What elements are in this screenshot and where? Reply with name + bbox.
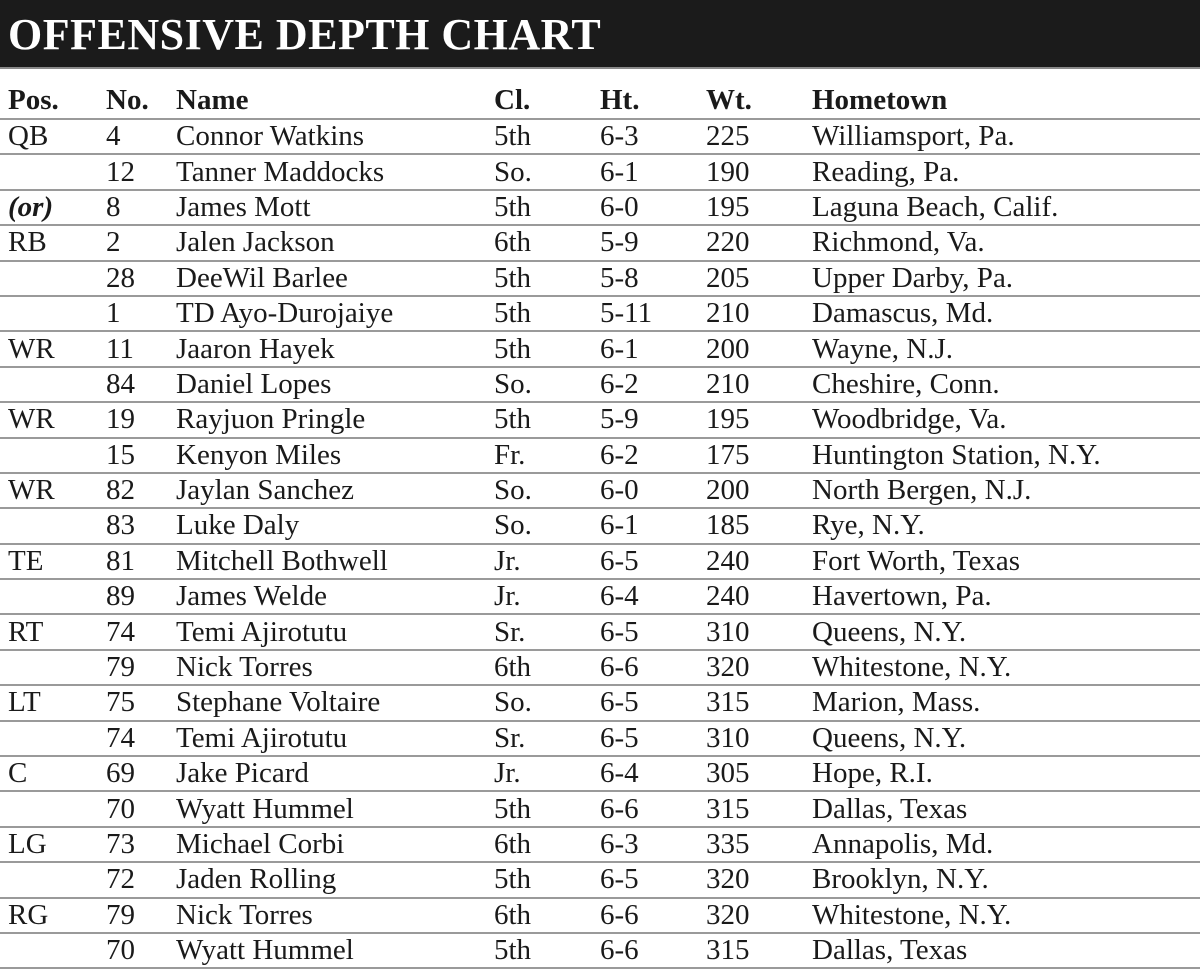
cell-number: 72 xyxy=(106,863,135,896)
cell-number: 74 xyxy=(106,615,135,648)
cell-number: 74 xyxy=(106,721,135,754)
cell-height: 6-3 xyxy=(600,120,639,153)
cell-name: Wyatt Hummel xyxy=(176,792,354,825)
cell-position: RG xyxy=(8,898,49,931)
table-row xyxy=(0,438,1200,473)
cell-position: QB xyxy=(8,120,49,153)
cell-weight: 185 xyxy=(706,509,750,542)
cell-number: 75 xyxy=(106,686,135,719)
cell-name: Mitchell Bothwell xyxy=(176,544,388,577)
cell-position: LT xyxy=(8,686,41,719)
cell-height: 6-0 xyxy=(600,474,639,507)
cell-number: 69 xyxy=(106,757,135,790)
cell-hometown: Dallas, Texas xyxy=(812,792,968,825)
cell-number: 2 xyxy=(106,226,121,259)
cell-class: Sr. xyxy=(494,721,526,754)
cell-height: 5-11 xyxy=(600,297,653,330)
cell-weight: 210 xyxy=(706,297,750,330)
cell-height: 6-5 xyxy=(600,863,639,896)
cell-name: Nick Torres xyxy=(176,898,313,931)
cell-class: 5th xyxy=(494,934,532,967)
cell-position xyxy=(0,791,106,826)
table-row xyxy=(0,933,1200,968)
cell-height: 5-9 xyxy=(600,226,639,259)
table-row xyxy=(0,154,1200,189)
cell-height: 6-0 xyxy=(600,190,639,223)
cell-class: 5th xyxy=(494,297,532,330)
cell-weight: 225 xyxy=(706,120,750,153)
cell-weight: 195 xyxy=(706,403,750,436)
cell-hometown: Cheshire, Conn. xyxy=(812,367,1000,400)
cell-height: 6-5 xyxy=(600,615,639,648)
cell-number: 11 xyxy=(106,332,134,365)
table-row xyxy=(0,898,1200,933)
cell-weight: 220 xyxy=(706,226,750,259)
cell-weight: 200 xyxy=(706,332,750,365)
cell-number: 19 xyxy=(106,403,135,436)
cell-class: So. xyxy=(494,367,532,400)
cell-name: Jake Picard xyxy=(176,757,309,790)
cell-name: James Mott xyxy=(176,190,311,223)
cell-weight: 335 xyxy=(706,828,750,860)
cell-hometown: Fort Worth, Texas xyxy=(812,544,1021,577)
cell-hometown: Williamsport, Pa. xyxy=(812,120,1015,153)
cell-name: Connor Watkins xyxy=(176,120,365,153)
cell-name: TD Ayo-Durojaiye xyxy=(176,297,394,330)
cell-class: 5th xyxy=(494,863,532,896)
cell-weight: 175 xyxy=(706,438,750,471)
cell-position xyxy=(0,367,106,402)
cell-position: WR xyxy=(8,332,55,365)
cell-class: So. xyxy=(494,686,532,719)
cell-height: 6-4 xyxy=(600,580,639,613)
cell-height: 6-5 xyxy=(600,544,639,577)
cell-hometown: Queens, N.Y. xyxy=(812,721,967,754)
cell-number: 73 xyxy=(106,828,135,860)
table-row xyxy=(0,650,1200,685)
cell-number: 15 xyxy=(106,438,135,471)
cell-number: 81 xyxy=(106,544,135,577)
table-row xyxy=(0,119,1200,154)
cell-class: Jr. xyxy=(494,757,521,790)
table-row xyxy=(0,473,1200,508)
cell-class: 6th xyxy=(494,226,532,259)
cell-hometown: Annapolis, Md. xyxy=(812,828,994,860)
cell-hometown: Whitestone, N.Y. xyxy=(812,651,1012,684)
cell-number: 8 xyxy=(106,190,121,223)
table-row xyxy=(0,261,1200,296)
cell-number: 84 xyxy=(106,367,135,400)
cell-position xyxy=(0,862,106,897)
cell-number: 12 xyxy=(106,155,135,188)
cell-number: 82 xyxy=(106,474,135,507)
cell-position: C xyxy=(8,757,28,790)
cell-name: Wyatt Hummel xyxy=(176,934,354,967)
cell-height: 6-5 xyxy=(600,721,639,754)
cell-position xyxy=(0,579,106,614)
cell-name: Daniel Lopes xyxy=(176,367,332,400)
cell-class: So. xyxy=(494,509,532,542)
cell-class: Jr. xyxy=(494,580,521,613)
cell-hometown: Damascus, Md. xyxy=(812,297,994,330)
page-title: OFFENSIVE DEPTH CHART xyxy=(8,9,602,59)
cell-height: 5-8 xyxy=(600,261,639,294)
cell-weight: 310 xyxy=(706,721,750,754)
cell-class: 6th xyxy=(494,898,532,931)
cell-name: Jaaron Hayek xyxy=(176,332,335,365)
cell-hometown: North Bergen, N.J. xyxy=(812,474,1032,507)
table-row xyxy=(0,508,1200,543)
col-header-weight: Wt. xyxy=(706,69,812,119)
depth-chart-table xyxy=(0,69,1200,969)
cell-weight: 210 xyxy=(706,367,750,400)
cell-hometown: Hope, R.I. xyxy=(812,757,933,790)
cell-weight: 310 xyxy=(706,615,750,648)
table-row xyxy=(0,614,1200,649)
cell-position: LG xyxy=(8,828,47,860)
cell-position: WR xyxy=(8,474,55,507)
cell-position xyxy=(0,933,106,968)
cell-height: 6-2 xyxy=(600,367,639,400)
cell-hometown: Brooklyn, N.Y. xyxy=(812,863,989,896)
cell-hometown: Richmond, Va. xyxy=(812,226,985,259)
cell-name: Jaylan Sanchez xyxy=(176,474,354,507)
cell-number: 1 xyxy=(106,297,121,330)
cell-hometown: Woodbridge, Va. xyxy=(812,403,1007,436)
table-row xyxy=(0,791,1200,826)
table-row xyxy=(0,402,1200,437)
cell-class: So. xyxy=(494,155,532,188)
cell-weight: 320 xyxy=(706,651,750,684)
cell-name: Tanner Maddocks xyxy=(176,155,385,188)
cell-class: Sr. xyxy=(494,615,526,648)
cell-hometown: Dallas, Texas xyxy=(812,934,968,967)
cell-number: 70 xyxy=(106,792,135,825)
header-row xyxy=(0,69,1200,119)
cell-class: 5th xyxy=(494,792,532,825)
cell-position xyxy=(0,650,106,685)
col-header-class: Cl. xyxy=(494,69,600,119)
cell-position xyxy=(0,438,106,473)
cell-number: 89 xyxy=(106,580,135,613)
cell-height: 6-1 xyxy=(600,332,639,365)
cell-weight: 320 xyxy=(706,898,750,931)
cell-name: Temi Ajirotutu xyxy=(176,615,348,648)
cell-hometown: Queens, N.Y. xyxy=(812,615,967,648)
cell-weight: 320 xyxy=(706,863,750,896)
cell-hometown: Upper Darby, Pa. xyxy=(812,261,1014,294)
table-row xyxy=(0,331,1200,366)
cell-height: 6-1 xyxy=(600,509,639,542)
cell-name: Jalen Jackson xyxy=(176,226,335,259)
cell-position: RB xyxy=(8,226,47,259)
cell-weight: 190 xyxy=(706,155,750,188)
cell-name: Stephane Voltaire xyxy=(176,686,381,719)
cell-hometown: Marion, Mass. xyxy=(812,686,981,719)
table-row xyxy=(0,827,1200,862)
cell-position: (or) xyxy=(8,190,54,223)
cell-number: 79 xyxy=(106,898,135,931)
cell-class: 5th xyxy=(494,261,532,294)
table-row xyxy=(0,544,1200,579)
col-header-height: Ht. xyxy=(600,69,706,119)
table-row xyxy=(0,685,1200,720)
cell-name: James Welde xyxy=(176,580,327,613)
cell-hometown: Havertown, Pa. xyxy=(812,580,992,613)
cell-position xyxy=(0,261,106,296)
cell-weight: 195 xyxy=(706,190,750,223)
cell-position: WR xyxy=(8,403,55,436)
table-row xyxy=(0,756,1200,791)
table-row xyxy=(0,367,1200,402)
cell-weight: 315 xyxy=(706,934,750,967)
cell-weight: 315 xyxy=(706,792,750,825)
cell-hometown: Huntington Station, N.Y. xyxy=(812,438,1101,471)
cell-weight: 305 xyxy=(706,757,750,790)
cell-position xyxy=(0,154,106,189)
cell-class: Fr. xyxy=(494,438,526,471)
cell-height: 6-2 xyxy=(600,438,639,471)
cell-weight: 240 xyxy=(706,544,750,577)
cell-number: 83 xyxy=(106,509,135,542)
cell-class: 5th xyxy=(494,120,532,153)
col-header-name: Name xyxy=(176,69,494,119)
col-header-pos: Pos. xyxy=(0,69,106,119)
table-row xyxy=(0,190,1200,225)
table-row xyxy=(0,579,1200,614)
cell-number: 79 xyxy=(106,651,135,684)
cell-position xyxy=(0,296,106,331)
cell-height: 6-1 xyxy=(600,155,639,188)
cell-weight: 200 xyxy=(706,474,750,507)
cell-height: 6-3 xyxy=(600,828,639,860)
cell-number: 70 xyxy=(106,934,135,967)
col-header-no: No. xyxy=(106,69,176,119)
col-header-hometown: Hometown xyxy=(812,69,1200,119)
cell-class: 5th xyxy=(494,332,532,365)
cell-name: Temi Ajirotutu xyxy=(176,721,348,754)
cell-name: Kenyon Miles xyxy=(176,438,342,471)
cell-hometown: Reading, Pa. xyxy=(812,155,960,188)
cell-position: RT xyxy=(8,615,44,648)
cell-name: Luke Daly xyxy=(176,509,300,542)
cell-height: 5-9 xyxy=(600,403,639,436)
cell-hometown: Rye, N.Y. xyxy=(812,509,925,542)
cell-height: 6-5 xyxy=(600,686,639,719)
cell-name: Michael Corbi xyxy=(176,828,345,860)
cell-name: Nick Torres xyxy=(176,651,313,684)
cell-class: 5th xyxy=(494,403,532,436)
cell-class: 6th xyxy=(494,651,532,684)
cell-weight: 315 xyxy=(706,686,750,719)
cell-class: 5th xyxy=(494,190,532,223)
cell-class: Jr. xyxy=(494,544,521,577)
cell-class: So. xyxy=(494,474,532,507)
cell-class: 6th xyxy=(494,828,532,860)
cell-name: Jaden Rolling xyxy=(176,863,337,896)
cell-weight: 240 xyxy=(706,580,750,613)
table-row xyxy=(0,296,1200,331)
cell-position xyxy=(0,721,106,756)
cell-position xyxy=(0,508,106,543)
cell-name: Rayjuon Pringle xyxy=(176,403,366,436)
cell-height: 6-6 xyxy=(600,651,639,684)
title-bar xyxy=(0,0,1200,69)
table-row xyxy=(0,721,1200,756)
table-row xyxy=(0,225,1200,260)
cell-number: 4 xyxy=(106,120,121,153)
cell-height: 6-6 xyxy=(600,934,639,967)
cell-hometown: Wayne, N.J. xyxy=(812,332,954,365)
cell-height: 6-6 xyxy=(600,898,639,931)
cell-hometown: Whitestone, N.Y. xyxy=(812,898,1012,931)
cell-height: 6-4 xyxy=(600,757,639,790)
cell-position: TE xyxy=(8,544,44,577)
cell-name: DeeWil Barlee xyxy=(176,261,348,294)
cell-hometown: Laguna Beach, Calif. xyxy=(812,190,1059,223)
table-row xyxy=(0,862,1200,897)
cell-height: 6-6 xyxy=(600,792,639,825)
cell-number: 28 xyxy=(106,261,135,294)
cell-weight: 205 xyxy=(706,261,750,294)
